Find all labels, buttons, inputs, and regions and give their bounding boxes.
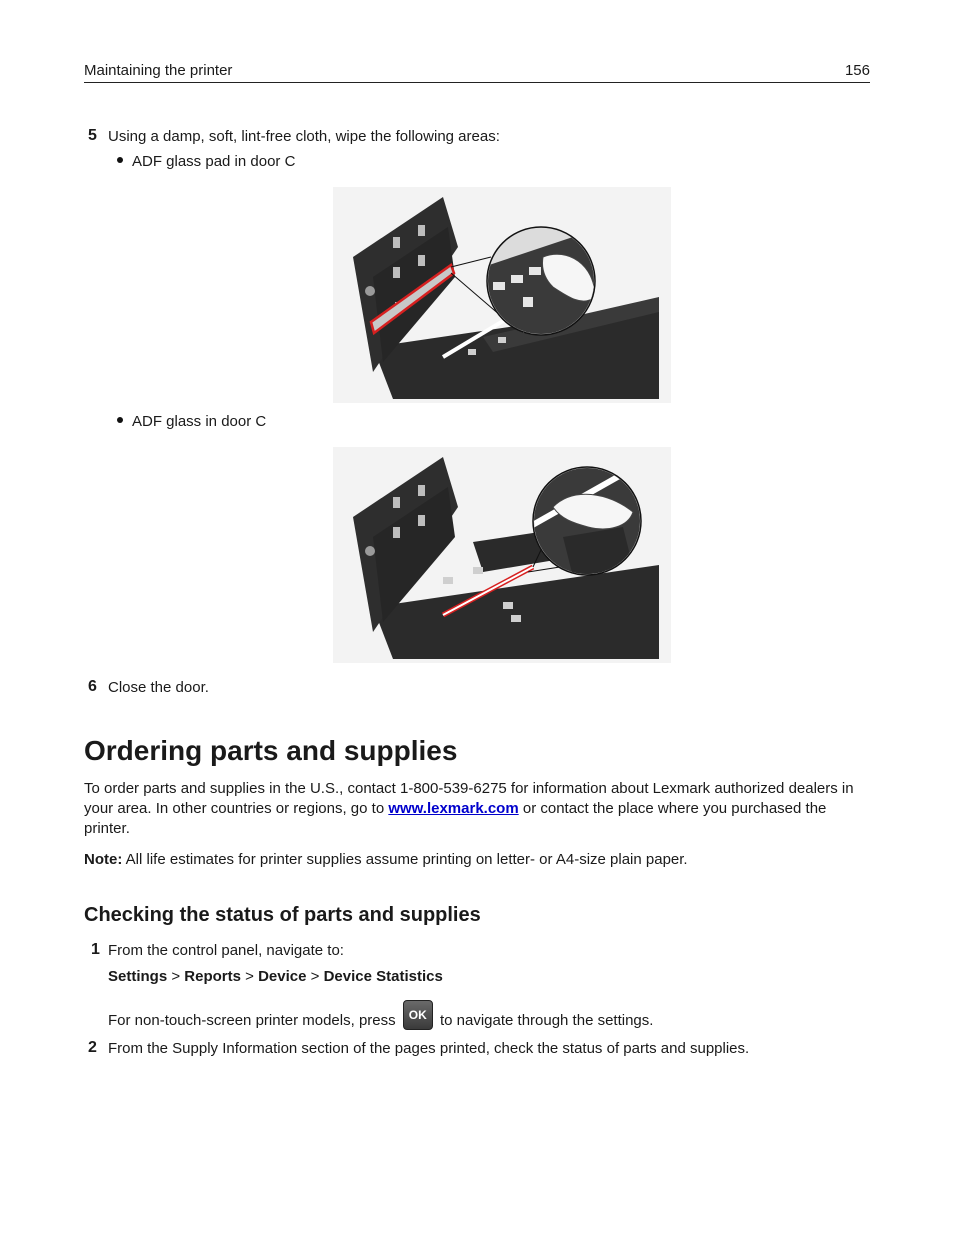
path-separator: >: [171, 968, 181, 985]
path-separator: >: [310, 968, 320, 985]
bullet-dot: [117, 417, 123, 423]
step-text: From the control panel, navigate to:: [108, 942, 344, 959]
path-device: Device: [258, 968, 307, 985]
path-separator: >: [245, 968, 254, 985]
bullet-dot: [117, 157, 123, 163]
step-number: 6: [88, 678, 97, 695]
instruction-text: to navigate through the settings.: [435, 1011, 654, 1029]
lexmark-link[interactable]: www.lexmark.com: [388, 800, 519, 817]
bullet-text: ADF glass pad in door C: [132, 153, 296, 170]
step-number: 5: [88, 127, 97, 144]
bullet-item: [117, 413, 266, 430]
ordering-paragraph: [84, 779, 870, 839]
path-device-statistics: Device Statistics: [323, 968, 443, 985]
section-heading: Ordering parts and supplies: [84, 735, 458, 766]
note-text: All life estimates for printer supplies assume printing on letter- or A4-size plain paper.: [122, 851, 688, 868]
subsection-heading: Checking the status of parts and supplies: [84, 904, 481, 926]
path-settings: Settings: [108, 968, 168, 985]
step-text: Close the door.: [108, 679, 209, 696]
bullet-text: ADF glass in door C: [132, 413, 267, 430]
ok-button-icon: OK: [403, 1000, 433, 1030]
path-reports: Reports: [184, 968, 241, 985]
running-header: Maintaining the printer: [84, 62, 233, 79]
paragraph-text: To order parts and supplies in the U.S., contact 1-800-539-6275 for information about Lexmark authorized dealers in your area. In other countries or regions, go to: [84, 780, 854, 817]
bullet-item: [117, 153, 295, 170]
adf-glass-illustration: [333, 447, 671, 663]
page-number: 156: [844, 62, 870, 79]
navigation-path: [108, 968, 443, 985]
step-number: 1: [91, 941, 100, 958]
instruction-text: For non-touch-screen printer models, press: [108, 1011, 400, 1029]
note-label: Note:: [84, 851, 123, 868]
header-divider: [84, 82, 870, 83]
paragraph-text: or contact the place where you purchased the printer.: [84, 800, 827, 837]
note-paragraph: [84, 850, 870, 870]
step-text: From the Supply Information section of the pages printed, check the status of parts and supplies.: [108, 1040, 750, 1057]
adf-glass-pad-illustration: [333, 187, 671, 403]
step-text: Using a damp, soft, lint-free cloth, wipe the following areas:: [108, 128, 500, 145]
nontouch-instruction: [108, 1006, 653, 1036]
step-number: 2: [88, 1039, 97, 1056]
